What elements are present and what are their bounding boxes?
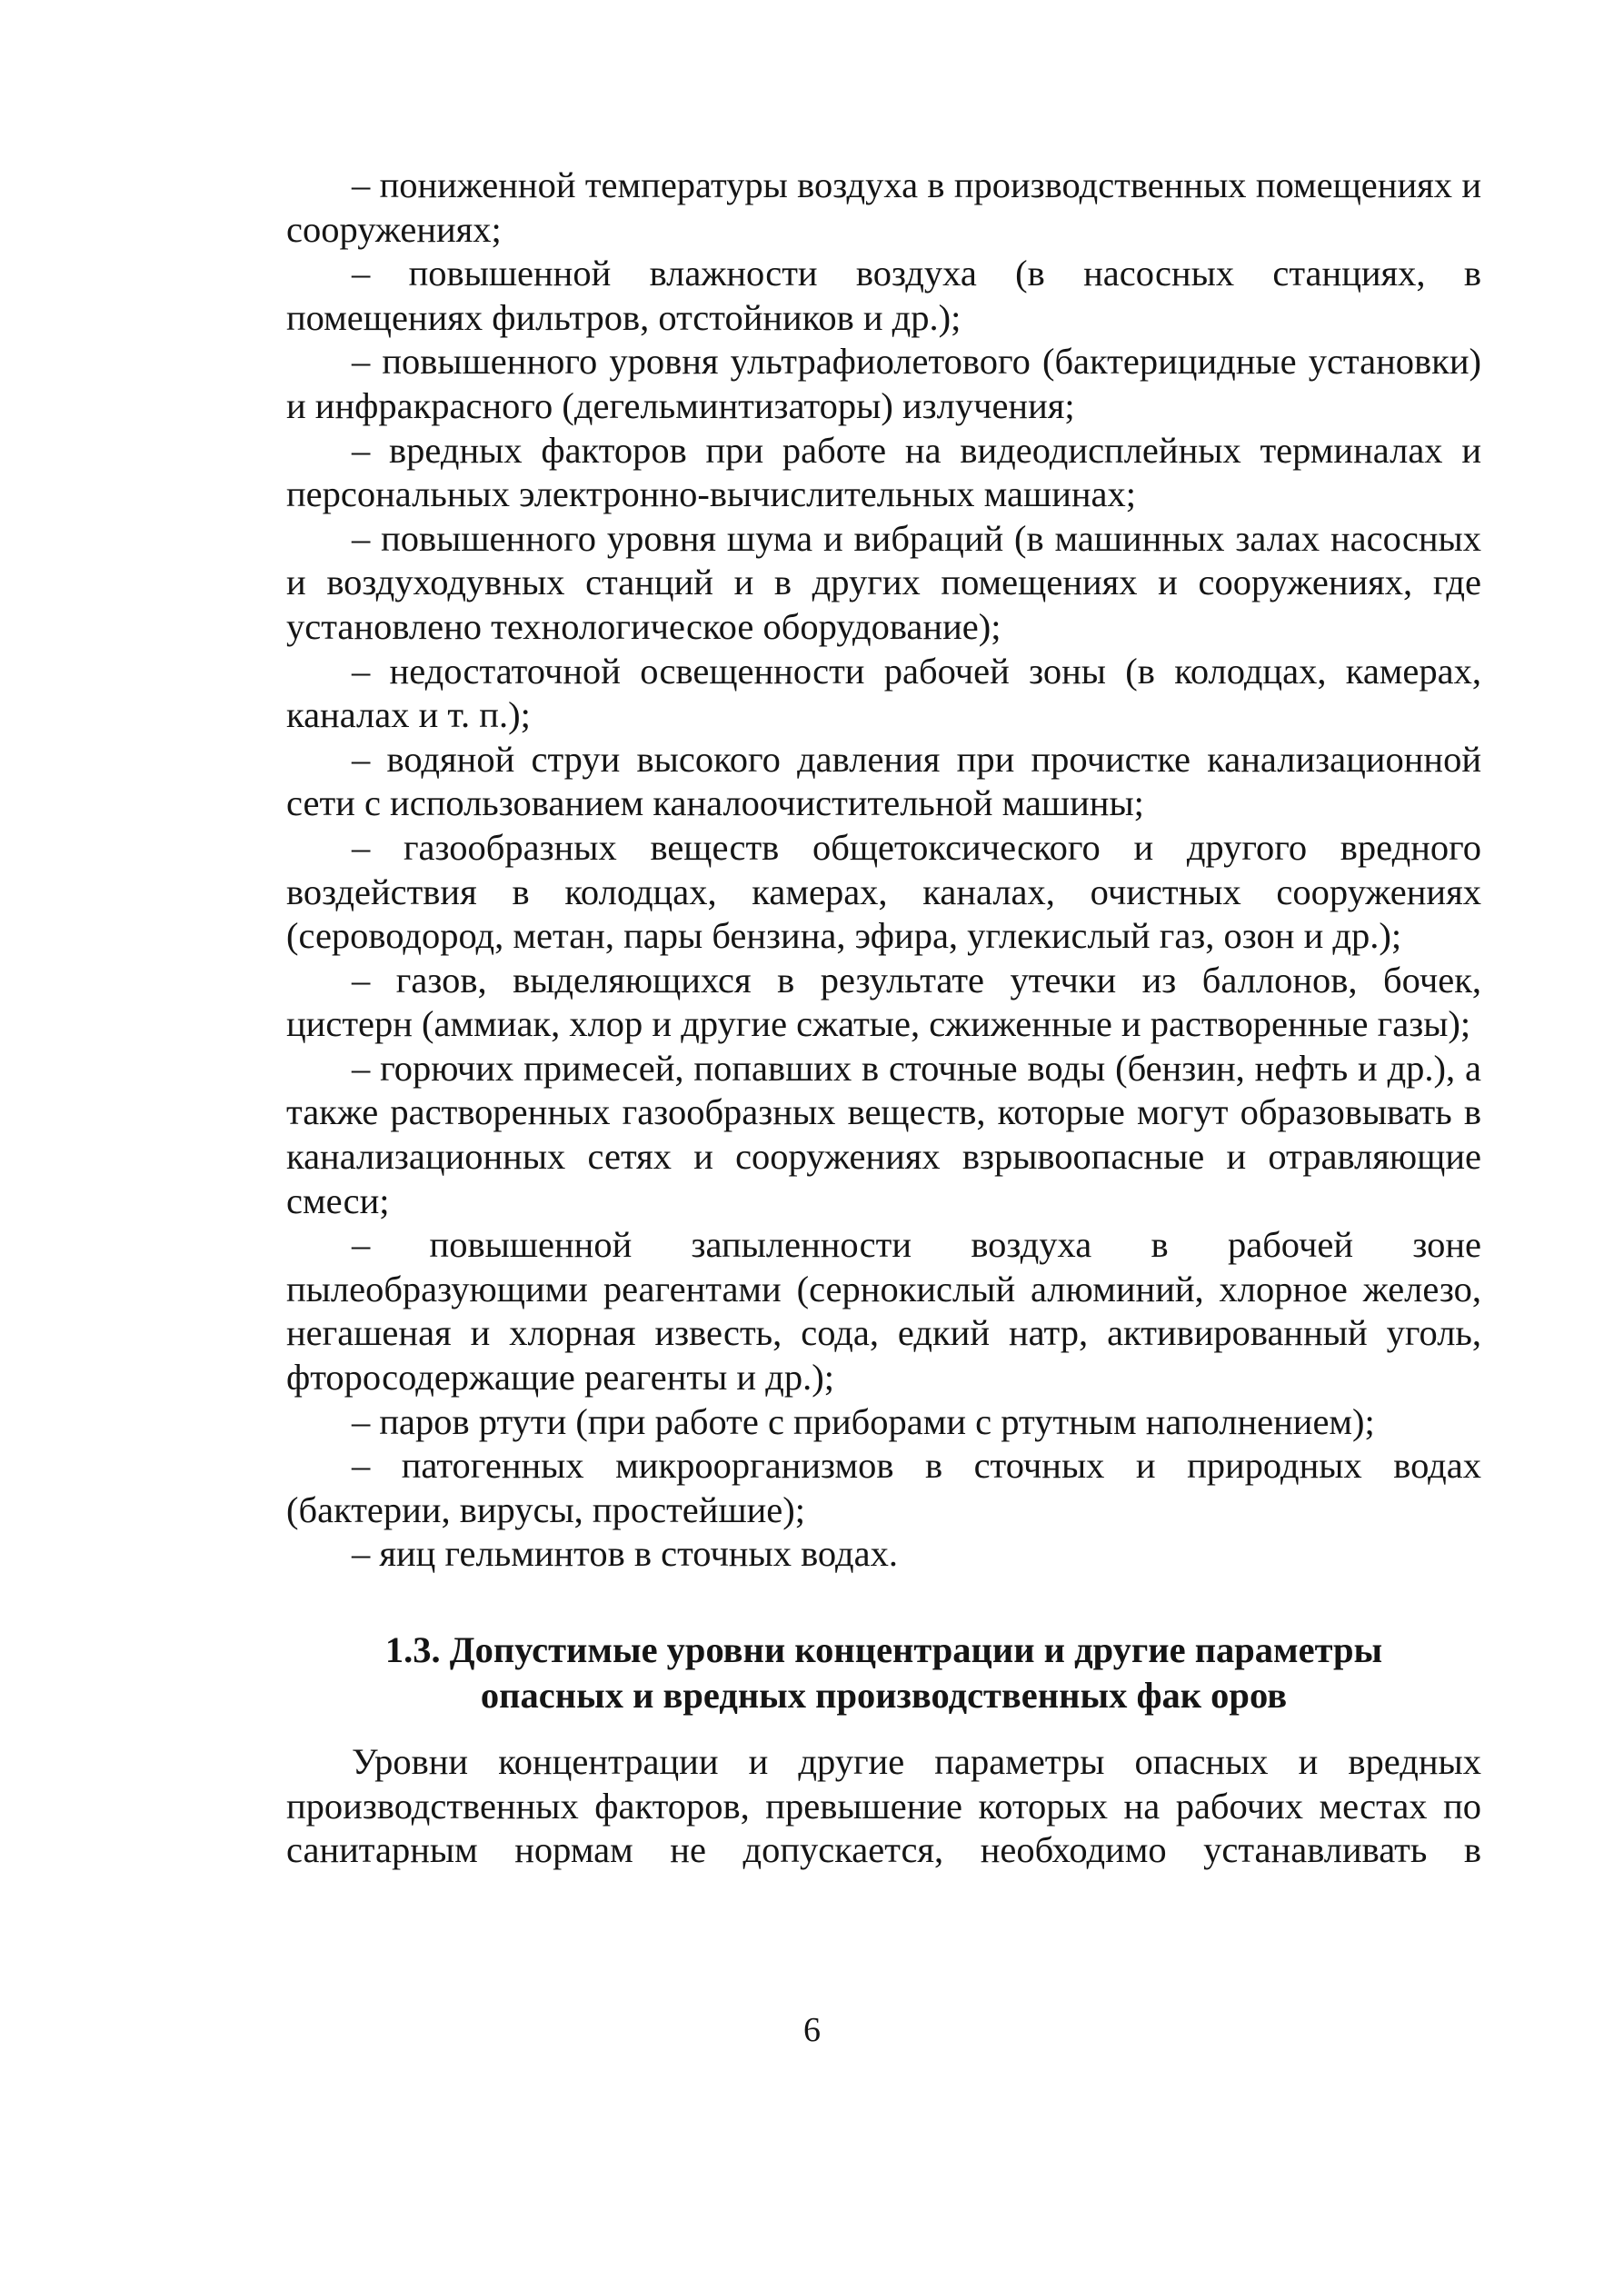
list-item: – патогенных микроорганизмов в сточных и природных водах (бактерии, вирусы, простейшие); — [286, 1445, 1481, 1530]
list-item: – недостаточной освещенности рабочей зоны (в колодцах, камерах, каналах и т. п.); — [286, 650, 1481, 736]
list-item: – газов, выделяющихся в результате утечки из баллонов, бочек, цистерн (аммиак, хлор и другие сжатые, сжиженные и растворенные газы); — [286, 959, 1481, 1045]
section-heading-line-1: 1.3. Допустимые уровни концентрации и другие параметры — [384, 1629, 1383, 1670]
list-item: – пониженной температуры воздуха в производственных помещениях и сооружениях; — [286, 164, 1481, 250]
list-item: – повышенной влажности воздуха (в насосных станциях, в помещениях фильтров, отстойников и др.); — [286, 253, 1481, 338]
list-item: – газообразных веществ общетоксического и другого вредного воздействия в колодцах, камерах, каналах, очистных сооружениях (сероводород, метан, пары бензина, эфира, углекислый газ, озон и др.); — [286, 826, 1481, 957]
list-item: – горючих примесей, попавших в сточные воды (бензин, нефть и др.), а также растворенных газообразных веществ, которые могут образовывать в канализационных сетях и сооружениях взрывоопасные и отравляющие смеси; — [286, 1047, 1481, 1221]
page-number: 6 — [803, 2011, 821, 2049]
list-item: – водяной струи высокого давления при прочистке канализационной сети с использованием каналоочистительной машины; — [286, 738, 1481, 824]
section-heading — [286, 1628, 1481, 1718]
list-item: – повышенного уровня шума и вибраций (в машинных залах насосных и воздуходувных станций и в других помещениях и сооружениях, где установлено технологическое оборудование); — [286, 517, 1481, 647]
section-paragraph: Уровни концентрации и другие параметры опасных и вредных производственных факторов, превышение которых на рабочих местах по санитарным нормам не допускается, необходимо устанавливать в — [286, 1741, 1481, 1871]
list-item: – яиц гельминтов в сточных водах. — [352, 1533, 898, 1575]
page-body — [286, 164, 1481, 1873]
hazard-factors-list — [286, 164, 1481, 1577]
list-item: – паров ртути (при работе с приборами с ртутным наполнением); — [352, 1400, 1375, 1442]
list-item: – повышенной запыленности воздуха в рабочей зоне пылеобразующими реагентами (сернокислый алюминий, хлорное железо, негашеная и хлорная известь, сода, едкий натр, активированный уголь, фторосодержащие реагенты и др.); — [286, 1224, 1481, 1399]
section-heading-line-2: опасных и вредных производственных фак оров — [480, 1675, 1288, 1716]
list-item: – вредных факторов при работе на видеодисплейных терминалах и персональных электронно-вычислительных машинах; — [286, 429, 1481, 515]
list-item: – повышенного уровня ультрафиолетового (бактерицидные установки) и инфракрасного (дегельминтизаторы) излучения; — [286, 341, 1481, 426]
